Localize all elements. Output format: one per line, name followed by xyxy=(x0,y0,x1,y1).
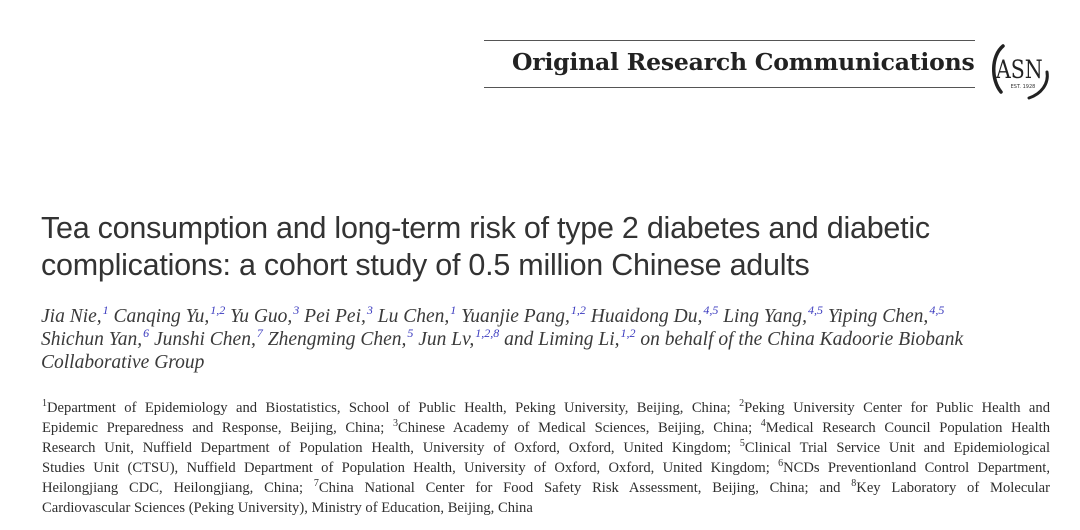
affiliation-number: 1 xyxy=(42,398,47,409)
author-affiliation-ref[interactable]: 1,2,8 xyxy=(475,326,500,340)
affiliation-text: Studies Unit (CTSU), Nuffield Department of Population Health, University of Oxford, Oxford, United Kingdom; xyxy=(42,460,779,476)
article-title xyxy=(41,210,1041,284)
affiliation-line xyxy=(42,478,1050,498)
title-line-2: complications: a cohort study of 0.5 million Chinese adults xyxy=(41,248,810,282)
author-name: Pei Pei, xyxy=(304,306,366,327)
author-name: Shichun Yan, xyxy=(41,329,143,350)
affiliation-text: Medical Research Council Population Health xyxy=(765,420,1051,436)
author-affiliation-ref[interactable]: 3 xyxy=(366,303,373,317)
affiliation-number: 8 xyxy=(851,478,857,489)
affiliation-text: Peking University Center for Public Health and xyxy=(744,400,1050,416)
affiliation-line xyxy=(42,458,1050,478)
affiliation-number: 5 xyxy=(739,438,745,449)
affiliation-line xyxy=(42,498,1050,518)
author-name: Lu Chen, xyxy=(377,306,450,327)
author-name: Ling Yang, xyxy=(723,306,808,327)
author-affiliation-ref[interactable]: 3 xyxy=(293,303,300,317)
affiliation-text: Clinical Trial Service Unit and Epidemiological xyxy=(744,440,1051,456)
asn-logo-icon xyxy=(989,40,1051,102)
author-affiliation-ref[interactable]: 1 xyxy=(450,303,457,317)
affiliation-text: China National Center for Food Safety Risk Assessment, Beijing, China; and xyxy=(318,480,852,496)
section-header xyxy=(484,40,975,88)
author-affiliation-ref[interactable]: 1 xyxy=(102,303,109,317)
author-line-3 xyxy=(41,352,1041,374)
author-affiliation-ref[interactable]: 1,2 xyxy=(620,326,636,340)
affiliation-text: Key Laboratory of Molecular xyxy=(856,480,1050,496)
author-affiliation-ref[interactable]: 6 xyxy=(143,326,150,340)
section-label: Original Research Communications xyxy=(512,48,975,76)
author-name: and Liming Li, xyxy=(504,329,620,350)
author-list xyxy=(41,303,1041,374)
author-name: Jia Nie, xyxy=(41,306,102,327)
affiliation-number: 4 xyxy=(760,418,766,429)
title-line-1: Tea consumption and long-term risk of type 2 diabetes and diabetic xyxy=(41,211,930,245)
author-name: Canqing Yu, xyxy=(113,306,210,327)
affiliation-line xyxy=(42,418,1050,438)
author-name: Jun Lv, xyxy=(418,329,475,350)
author-name: Zhengming Chen, xyxy=(267,329,407,350)
affiliation-text: Cardiovascular Sciences (Peking University), Ministry of Education, Beijing, China xyxy=(42,500,533,516)
author-line-1 xyxy=(41,303,1041,329)
collaborative-group-text: Collaborative Group xyxy=(41,352,205,373)
author-affiliation-ref[interactable]: 4,5 xyxy=(808,303,824,317)
affiliation-text: NCDs Preventionland Control Department, xyxy=(783,460,1051,476)
affiliation-text: Epidemic Preparedness and Response, Beijing, China; xyxy=(42,420,393,436)
author-name: Huaidong Du, xyxy=(590,306,703,327)
affiliation-text: Heilongjiang CDC, Heilongjiang, China; xyxy=(42,480,314,496)
author-affiliation-ref[interactable]: 1,2 xyxy=(210,303,226,317)
author-name: Yiping Chen, xyxy=(827,306,929,327)
asn-logo-subtext: EST. 1928 xyxy=(1010,84,1036,90)
affiliation-number: 7 xyxy=(313,478,319,489)
affiliation-number: 3 xyxy=(392,418,398,429)
affiliation-number: 6 xyxy=(778,458,784,469)
author-name: Yuanjie Pang, xyxy=(461,306,570,327)
author-affiliation-ref[interactable]: 1,2 xyxy=(570,303,586,317)
affiliation-line xyxy=(42,398,1050,418)
affiliation-line xyxy=(42,438,1050,458)
author-affiliation-ref[interactable]: 7 xyxy=(256,326,263,340)
affiliation-number: 2 xyxy=(739,398,745,409)
collaborative-group-text: on behalf of the China Kadoorie Biobank xyxy=(640,329,964,350)
affiliations xyxy=(42,398,1050,518)
affiliation-text: Chinese Academy of Medical Sciences, Beijing, China; xyxy=(397,420,761,436)
affiliation-text: Department of Epidemiology and Biostatistics, School of Public Health, Peking University, Beijing, China; xyxy=(47,400,740,416)
author-name: Yu Guo, xyxy=(230,306,293,327)
author-affiliation-ref[interactable]: 5 xyxy=(407,326,414,340)
author-affiliation-ref[interactable]: 4,5 xyxy=(703,303,719,317)
author-affiliation-ref[interactable]: 4,5 xyxy=(929,303,945,317)
author-name: Junshi Chen, xyxy=(154,329,256,350)
affiliation-text: Research Unit, Nuffield Department of Population Health, University of Oxford, Oxford, United Kingdom; xyxy=(42,440,740,456)
author-line-2 xyxy=(41,326,1041,352)
asn-logo-text: ASN xyxy=(995,56,1043,85)
